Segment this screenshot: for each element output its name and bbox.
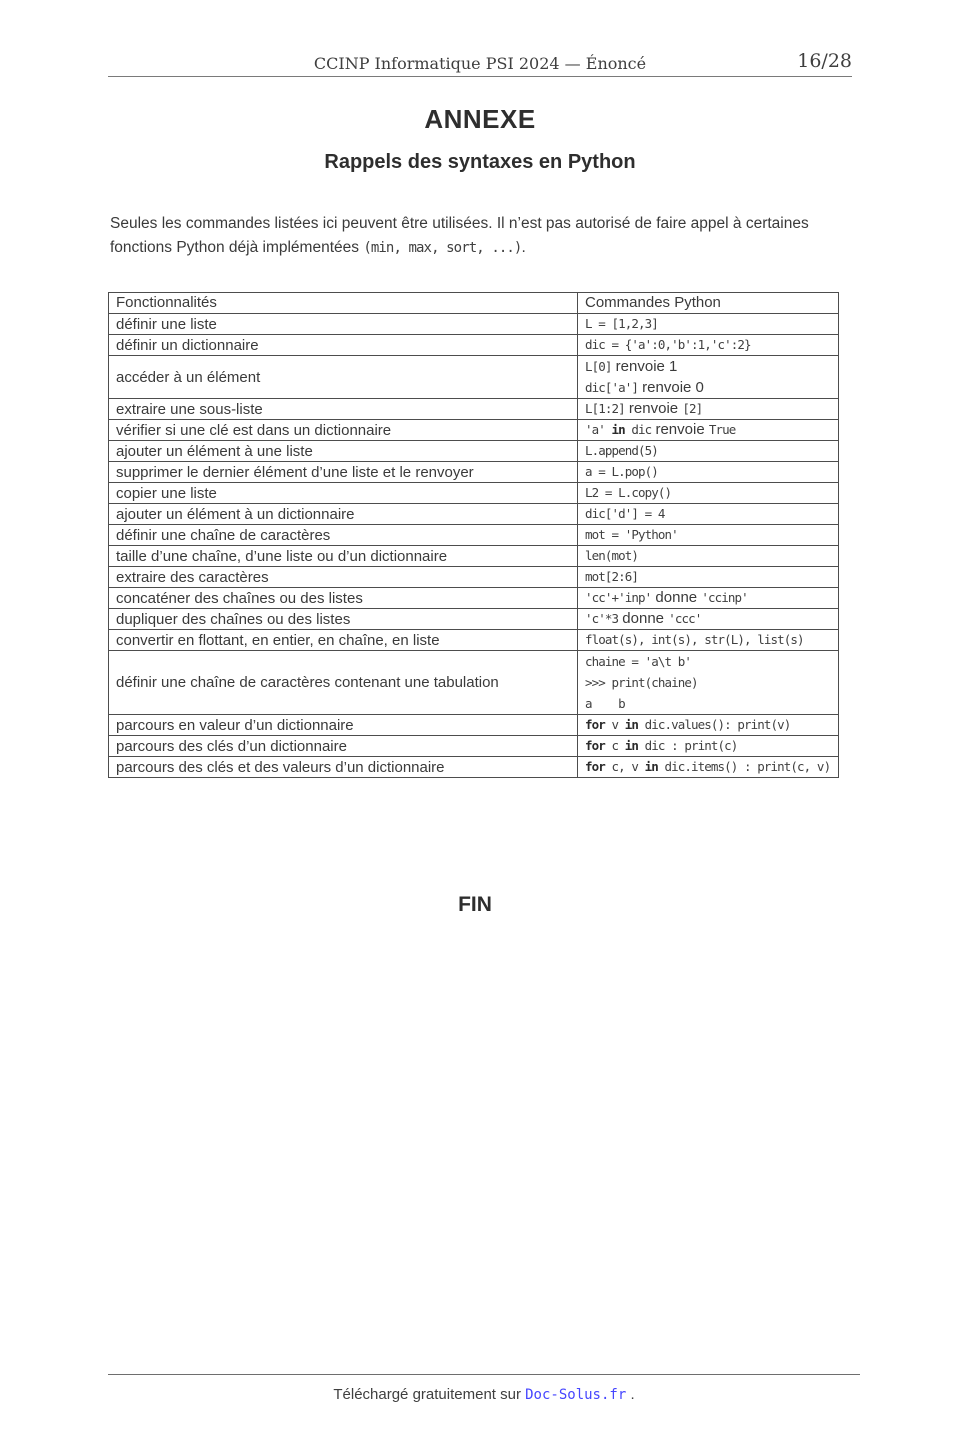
code-text: a b	[585, 696, 625, 711]
code-text: mot = 'Python'	[585, 527, 678, 542]
command-cell	[578, 651, 839, 715]
plain-text: donne	[618, 610, 669, 627]
code-text: a = L.pop()	[585, 464, 658, 479]
code-line	[585, 441, 831, 461]
code-text: for	[585, 717, 605, 732]
plain-text: Seules les commandes listées ici peuvent être utilisées. Il n’est pas autorisé de faire appel à certaines fonctions Python déjà implémentées	[110, 215, 809, 256]
code-text: dic['d'] = 4	[585, 506, 665, 521]
footer-text: Téléchargé gratuitement sur	[333, 1386, 526, 1403]
plain-text: renvoie 1	[611, 358, 678, 375]
code-text: len(mot)	[585, 548, 639, 563]
command-cell	[578, 504, 839, 525]
code-text: L.append(5)	[585, 443, 658, 458]
functionality-cell: accéder à un élément	[109, 356, 578, 399]
plain-text: renvoie	[651, 421, 709, 438]
code-text: for	[585, 738, 605, 753]
command-cell	[578, 356, 839, 399]
code-text: dic = {'a':0,'b':1,'c':2}	[585, 337, 751, 352]
code-text: 'ccc'	[668, 611, 702, 626]
code-line	[585, 693, 831, 714]
code-line	[585, 462, 831, 482]
code-text: in	[611, 422, 625, 437]
command-cell	[578, 757, 839, 778]
functionality-cell: supprimer le dernier élément d’une liste et le renvoyer	[109, 462, 578, 483]
command-cell	[578, 462, 839, 483]
table-row	[109, 609, 839, 630]
code-text: float(s), int(s), str(L), list(s)	[585, 632, 804, 647]
plain-text: renvoie 0	[638, 379, 704, 396]
table-row	[109, 399, 839, 420]
code-text: [2]	[682, 401, 703, 416]
table-row	[109, 462, 839, 483]
header-title: CCINP Informatique PSI 2024 — Énoncé	[313, 54, 647, 73]
code-text: c	[604, 738, 625, 753]
code-line	[585, 314, 831, 334]
code-line	[585, 630, 831, 650]
functionality-cell: ajouter un élément à un dictionnaire	[109, 504, 578, 525]
annexe-title: ANNEXE	[424, 104, 536, 134]
code-text: L = [1,2,3]	[585, 316, 658, 331]
code-text: L[1:2]	[585, 401, 625, 416]
command-cell	[578, 314, 839, 335]
table-row	[109, 546, 839, 567]
command-cell	[578, 441, 839, 462]
code-line	[585, 335, 831, 355]
plain-text: .	[521, 238, 526, 256]
code-text: for	[585, 759, 605, 774]
table-row	[109, 483, 839, 504]
table-row	[109, 525, 839, 546]
functionality-cell: définir un dictionnaire	[109, 335, 578, 356]
functionality-cell: ajouter un élément à une liste	[109, 441, 578, 462]
code-line	[585, 504, 831, 524]
code-text: (min, max, sort, ...)	[363, 239, 522, 256]
command-cell	[578, 567, 839, 588]
table-header-row	[109, 293, 839, 314]
code-text: dic['a']	[585, 380, 639, 395]
syntax-table-body	[109, 314, 839, 778]
code-line	[585, 715, 831, 735]
code-line	[585, 377, 831, 398]
table-row	[109, 651, 839, 715]
functionality-cell: taille d’une chaîne, d’une liste ou d’un dictionnaire	[109, 546, 578, 567]
code-text: c, v	[604, 759, 645, 774]
code-text: dic.items() : print(c, v)	[657, 759, 831, 774]
table-row	[109, 588, 839, 609]
code-line	[585, 757, 831, 777]
code-line	[585, 399, 831, 419]
functionality-cell: copier une liste	[109, 483, 578, 504]
table-row	[109, 335, 839, 356]
code-line	[585, 546, 831, 566]
code-line	[585, 672, 831, 693]
code-text: dic	[624, 422, 652, 437]
command-cell	[578, 483, 839, 504]
table-row	[109, 567, 839, 588]
plain-text: renvoie	[624, 400, 683, 417]
code-text: dic : print(c)	[638, 738, 738, 753]
command-cell	[578, 630, 839, 651]
command-cell	[578, 609, 839, 630]
code-text: v	[604, 717, 625, 732]
code-text: in	[624, 717, 639, 732]
code-line	[585, 609, 831, 629]
fin-label: FIN	[458, 893, 492, 916]
command-cell	[578, 335, 839, 356]
table-row	[109, 420, 839, 441]
code-line	[585, 736, 831, 756]
functionality-cell: parcours des clés et des valeurs d’un dictionnaire	[109, 757, 578, 778]
code-text: >>> print(chaine)	[585, 675, 698, 690]
command-cell	[578, 588, 839, 609]
table-row	[109, 736, 839, 757]
table-row	[109, 504, 839, 525]
page-header	[108, 50, 852, 77]
functionality-cell: parcours en valeur d’un dictionnaire	[109, 715, 578, 736]
code-text: in	[644, 759, 658, 774]
code-line	[585, 651, 831, 672]
code-line	[585, 567, 831, 587]
functionality-cell: extraire des caractères	[109, 567, 578, 588]
code-line	[585, 525, 831, 545]
functionality-cell: dupliquer des chaînes ou des listes	[109, 609, 578, 630]
subtitle: Rappels des syntaxes en Python	[324, 151, 636, 173]
python-syntax-table	[108, 292, 839, 778]
plain-text: donne	[651, 589, 702, 606]
footer-suffix: .	[626, 1386, 635, 1403]
code-text: 'a'	[585, 422, 612, 437]
code-text: in	[624, 738, 639, 753]
functionality-cell: définir une liste	[109, 314, 578, 335]
footer-divider	[108, 1374, 860, 1375]
page-number: 16/28	[797, 50, 852, 72]
functionality-cell: convertir en flottant, en entier, en chaîne, en liste	[109, 630, 578, 651]
code-text: 'ccinp'	[701, 590, 748, 605]
functionality-cell: parcours des clés d’un dictionnaire	[109, 736, 578, 757]
code-text: 'cc'+'inp'	[585, 590, 652, 605]
functionality-cell: concaténer des chaînes ou des listes	[109, 588, 578, 609]
code-line	[585, 588, 831, 608]
command-cell	[578, 715, 839, 736]
code-line	[585, 356, 831, 377]
code-text: 'c'*3	[585, 611, 619, 626]
command-cell	[578, 736, 839, 757]
command-cell	[578, 546, 839, 567]
code-text: dic.values(): print(v)	[638, 717, 791, 732]
functionality-cell: extraire une sous-liste	[109, 399, 578, 420]
code-text: L2 = L.copy()	[585, 485, 672, 500]
table-row	[109, 715, 839, 736]
table-row	[109, 441, 839, 462]
functionality-cell: définir une chaîne de caractères	[109, 525, 578, 546]
column-header-commandes: Commandes Python	[578, 293, 839, 314]
code-text: True	[708, 422, 736, 437]
intro-paragraph	[110, 212, 850, 260]
code-text: chaine = 'a\t b'	[585, 654, 692, 669]
command-cell	[578, 420, 839, 441]
table-row	[109, 757, 839, 778]
table-row	[109, 630, 839, 651]
page-footer	[108, 1386, 860, 1403]
functionality-cell: définir une chaîne de caractères contenant une tabulation	[109, 651, 578, 715]
command-cell	[578, 399, 839, 420]
code-text: L[0]	[585, 359, 612, 374]
doc-solus-link[interactable]: Doc-Solus.fr	[525, 1387, 627, 1403]
column-header-fonctionnalites: Fonctionnalités	[109, 293, 578, 314]
code-line	[585, 420, 831, 440]
command-cell	[578, 525, 839, 546]
functionality-cell: vérifier si une clé est dans un dictionnaire	[109, 420, 578, 441]
code-line	[585, 483, 831, 503]
code-text: mot[2:6]	[585, 569, 639, 584]
table-row	[109, 314, 839, 335]
table-row	[109, 356, 839, 399]
